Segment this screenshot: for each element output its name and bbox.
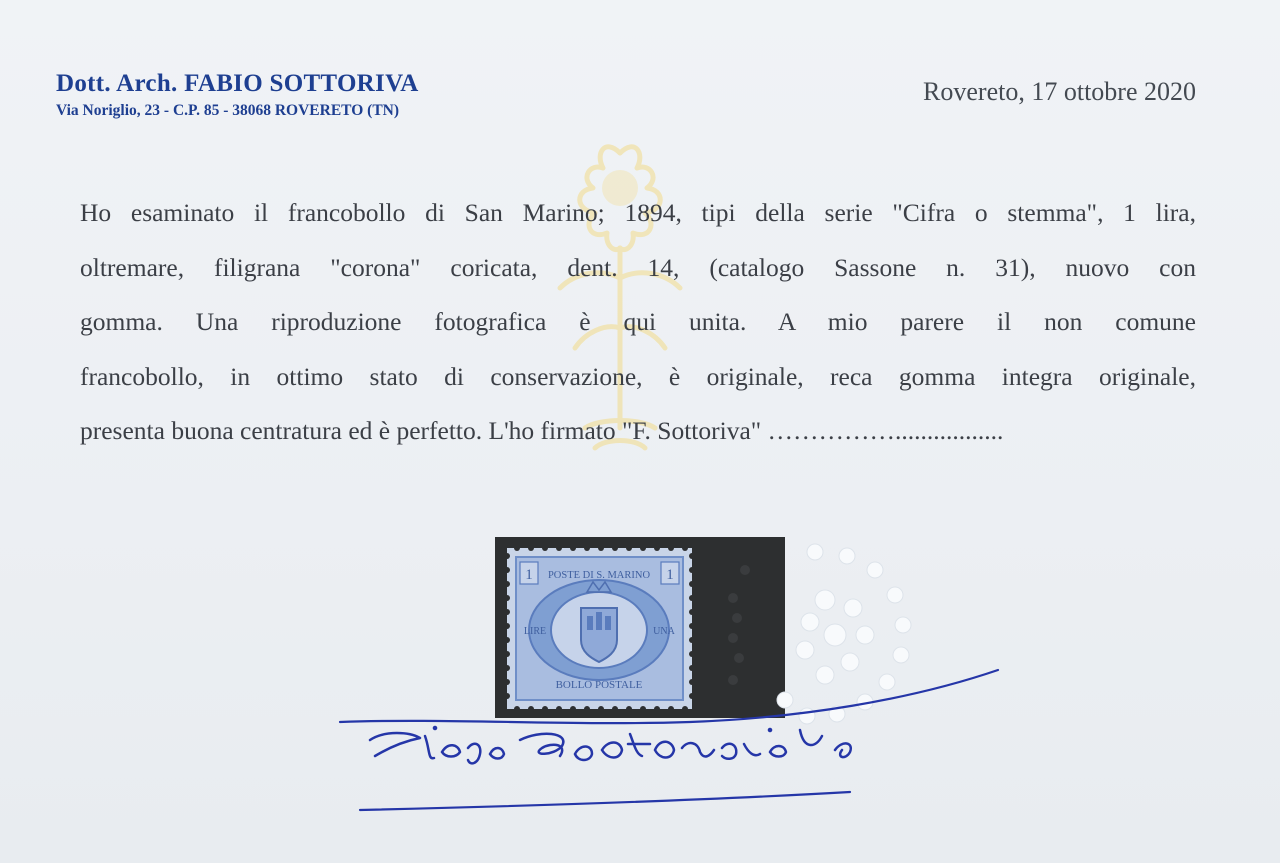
stamp-right-text: UNA xyxy=(653,626,675,637)
body-line: gomma. Una riproduzione fotografica è qui unita. A mio parere il non comune xyxy=(80,307,1196,336)
stamp-denomination-right: 1 xyxy=(666,567,674,583)
stamp-left-text: LIRE xyxy=(523,626,547,637)
body-line: presenta buona centratura ed è perfetto. L'ho firmato "F. Sottoriva" ……………................. xyxy=(80,416,1004,445)
body-line: francobollo, in ottimo stato di conservazione, è originale, reca gomma integra originale, xyxy=(80,361,1196,391)
handwritten-signature xyxy=(330,660,1020,830)
stamp-bottom-text: BOLLO POSTALE xyxy=(555,679,643,691)
letterhead-name: Dott. Arch. FABIO SOTTORIVA xyxy=(56,70,419,97)
stamp-top-text: POSTE DI S. MARINO xyxy=(547,570,651,581)
body-line: Ho esaminato il francobollo di San Marino; 1894, tipi della serie "Cifra o stemma", 1 lira, xyxy=(80,198,1196,227)
body-line: oltremare, filigrana "corona" coricata, dent. 14, (catalogo Sassone n. 31), nuovo con xyxy=(80,252,1196,282)
letterhead-address: Via Noriglio, 23 - C.P. 85 - 38068 ROVERETO (TN) xyxy=(56,102,400,119)
stamp-denomination-left: 1 xyxy=(525,567,533,583)
letterhead xyxy=(56,70,419,120)
certificate-body xyxy=(80,186,1196,459)
certificate-date: Rovereto, 17 ottobre 2020 xyxy=(923,77,1196,106)
